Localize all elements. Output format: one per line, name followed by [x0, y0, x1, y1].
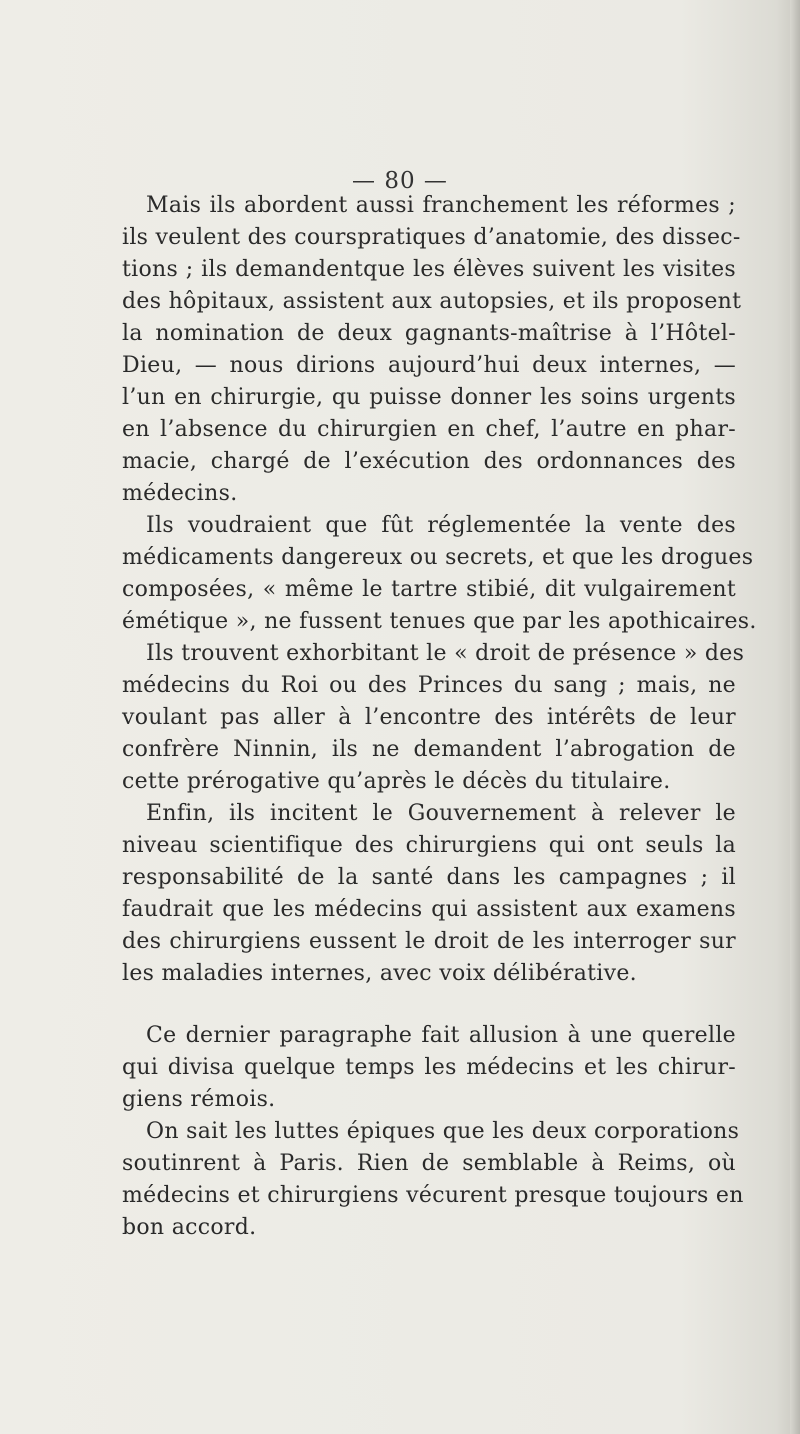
- text-line: Ils voudraient que fût réglementée la vente des: [146, 513, 736, 538]
- text-line: médecins et chirurgiens vécurent presque toujours en: [122, 1183, 744, 1208]
- text-line: émétique », ne fussent tenues que par les apothicaires.: [122, 609, 757, 634]
- text-line: médecins du Roi ou des Princes du sang ; mais, ne: [122, 673, 736, 698]
- text-line: médecins.: [122, 481, 238, 506]
- text-line: responsabilité de la santé dans les campagnes ; il: [122, 865, 736, 890]
- text-line: médicaments dangereux ou secrets, et que les drogues: [122, 545, 754, 570]
- text-line: en l’absence du chirurgien en chef, l’autre en phar-: [122, 417, 736, 442]
- body-text: [122, 190, 757, 1244]
- text-line: voulant pas aller à l’encontre des intérêts de leur: [122, 705, 736, 730]
- paragraph: [122, 510, 757, 638]
- text-line: faudrait que les médecins qui assistent aux examens: [122, 897, 736, 922]
- text-line: composées, « même le tartre stibié, dit vulgairement: [122, 577, 736, 602]
- paragraph: [122, 1020, 736, 1116]
- text-line: l’un en chirurgie, qu puisse donner les soins urgents: [122, 385, 736, 410]
- text-line: macie, chargé de l’exécution des ordonnances des: [122, 449, 736, 474]
- text-line: Dieu, — nous dirions aujourd’hui deux internes, —: [122, 353, 736, 378]
- text-line: bon accord.: [122, 1215, 257, 1240]
- text-line: ils veulent des courspratiques d’anatomie, des dissec-: [122, 225, 741, 250]
- paragraph: [122, 638, 745, 798]
- section-gap: [122, 990, 736, 1020]
- paragraph: [122, 798, 736, 990]
- text-line: des chirurgiens eussent le droit de les interroger sur: [122, 929, 736, 954]
- text-line: qui divisa quelque temps les médecins et les chirur-: [122, 1055, 736, 1080]
- text-line: niveau scientifique des chirurgiens qui ont seuls la: [122, 833, 736, 858]
- paragraph: [122, 1116, 744, 1244]
- text-line: la nomination de deux gagnants-maîtrise à l’Hôtel-: [122, 321, 736, 346]
- text-line: Enfin, ils incitent le Gouvernement à relever le: [146, 801, 736, 826]
- text-line: confrère Ninnin, ils ne demandent l’abrogation de: [122, 737, 736, 762]
- text-line: tions ; ils demandentque les élèves suivent les visites: [122, 257, 736, 282]
- text-line: cette prérogative qu’après le décès du titulaire.: [122, 769, 671, 794]
- page-number: — 80 —: [352, 168, 448, 194]
- text-line: Mais ils abordent aussi franchement les réformes ;: [146, 193, 736, 218]
- text-line: les maladies internes, avec voix délibérative.: [122, 961, 637, 986]
- text-line: des hôpitaux, assistent aux autopsies, et ils proposent: [122, 289, 742, 314]
- text-line: soutinrent à Paris. Rien de semblable à Reims, où: [122, 1151, 736, 1176]
- text-line: giens rémois.: [122, 1087, 276, 1112]
- text-line: Ils trouvent exhorbitant le « droit de présence » des: [146, 641, 745, 666]
- page-edge-shadow: [790, 0, 800, 1434]
- text-line: Ce dernier paragraphe fait allusion à une querelle: [146, 1023, 736, 1048]
- paragraph: [122, 190, 742, 510]
- text-line: On sait les luttes épiques que les deux corporations: [146, 1119, 740, 1144]
